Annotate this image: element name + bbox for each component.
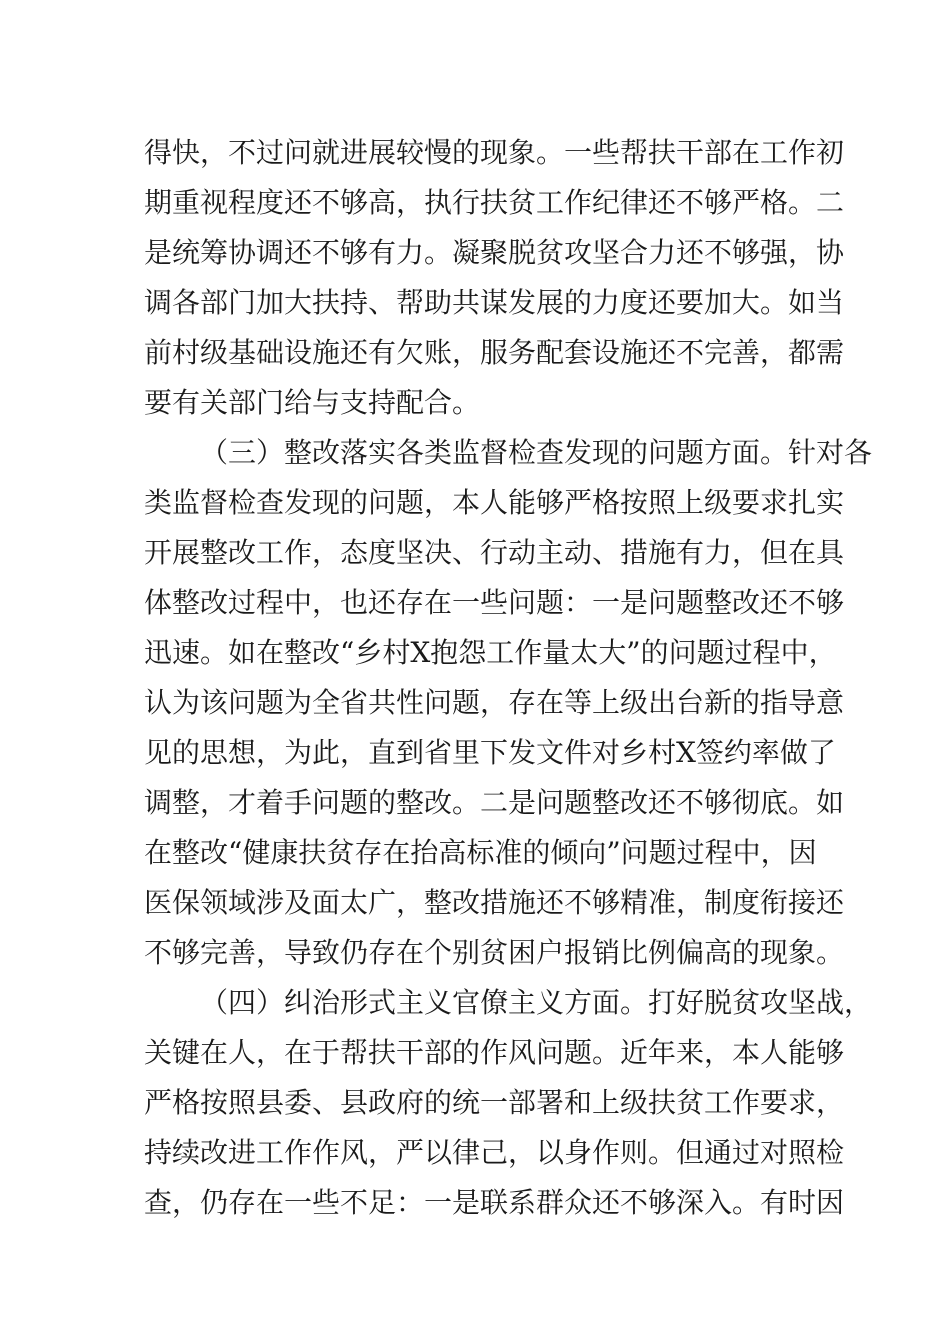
text-line: 医保领域涉及面太广，整改措施还不够精准，制度衔接还 (144, 886, 845, 919)
text-line: 不够完善，导致仍存在个别贫困户报销比例偏高的现象。 (144, 936, 845, 969)
text-line: 期重视程度还不够高，执行扶贫工作纪律还不够严格。二 (144, 186, 845, 219)
text-line: 关键在人，在于帮扶干部的作风问题。近年来，本人能够 (144, 1036, 845, 1069)
text-line: 见的思想，为此，直到省里下发文件对乡村X签约率做了 (144, 736, 836, 769)
section-heading-line: （四）纠治形式主义官僚主义方面。打好脱贫攻坚战， (200, 986, 873, 1019)
text-line: 认为该问题为全省共性问题，存在等上级出台新的指导意 (144, 686, 845, 719)
text-line: 查，仍存在一些不足：一是联系群众还不够深入。有时因 (144, 1186, 845, 1219)
text-line: 体整改过程中，也还存在一些问题：一是问题整改还不够 (144, 586, 845, 619)
text-line: 得快，不过问就进展较慢的现象。一些帮扶干部在工作初 (144, 136, 845, 169)
text-line: 要有关部门给与支持配合。 (144, 386, 481, 419)
text-line: 调整，才着手问题的整改。二是问题整改还不够彻底。如 (144, 786, 845, 819)
text-line: 在整改“健康扶贫存在抬高标准的倾向”问题过程中，因 (144, 836, 817, 869)
text-line: 前村级基础设施还有欠账，服务配套设施还不完善，都需 (144, 336, 845, 369)
body-text (144, 128, 873, 1228)
text-line: 开展整改工作，态度坚决、行动主动、措施有力，但在具 (144, 536, 845, 569)
text-line: 调各部门加大扶持、帮助共谋发展的力度还要加大。如当 (144, 286, 845, 319)
section-heading-line: （三）整改落实各类监督检查发现的问题方面。针对各 (200, 436, 873, 469)
text-line: 迅速。如在整改“乡村X抱怨工作量太大”的问题过程中， (144, 636, 837, 669)
text-line: 严格按照县委、县政府的统一部署和上级扶贫工作要求， (144, 1086, 845, 1119)
text-line: 持续改进工作作风，严以律己，以身作则。但通过对照检 (144, 1136, 845, 1169)
text-line: 类监督检查发现的问题，本人能够严格按照上级要求扎实 (144, 486, 845, 519)
text-line: 是统筹协调还不够有力。凝聚脱贫攻坚合力还不够强，协 (144, 236, 845, 269)
